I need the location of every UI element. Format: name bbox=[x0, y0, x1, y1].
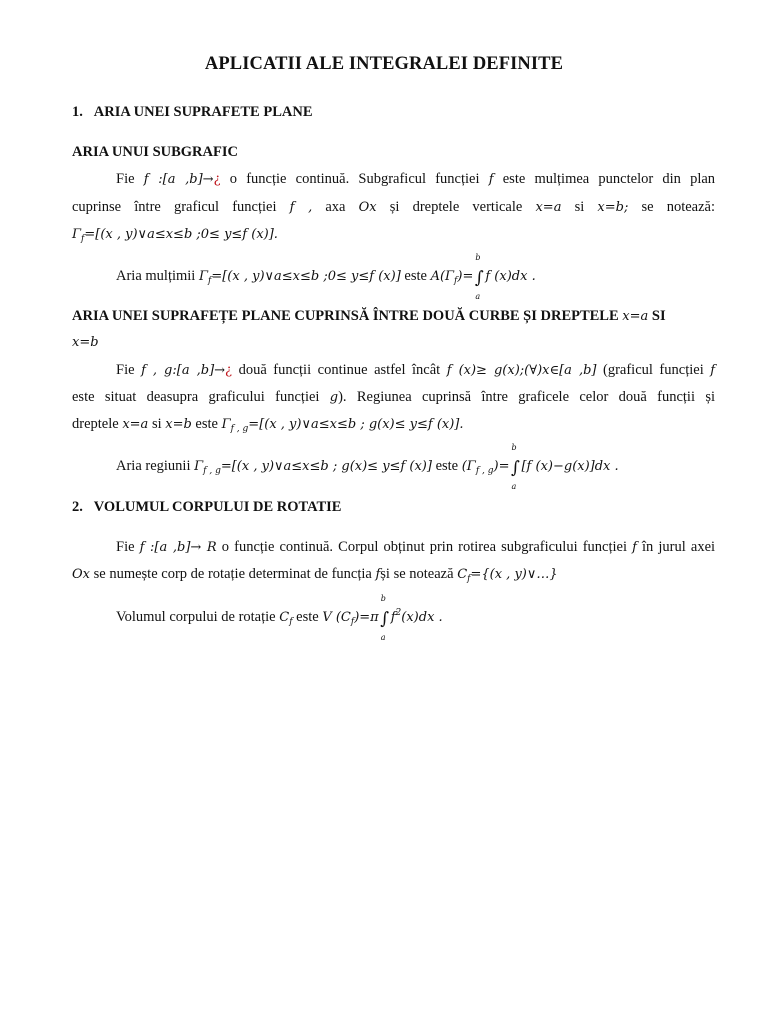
formula: f bbox=[710, 363, 716, 378]
superscript: 2 bbox=[395, 608, 402, 618]
two-curves-area-formula bbox=[116, 443, 715, 491]
text: si bbox=[151, 416, 162, 432]
formula: f bbox=[632, 540, 637, 555]
heading-text: ARIA UNEI SUPRAFEȚE PLANE CUPRINSĂ ÎNTRE DOUĂ CURBE ȘI DREPTELE bbox=[72, 308, 619, 324]
subgrafic-paragraph-line-2 bbox=[72, 199, 715, 216]
formula: =[(x , y)∨a≤x≤b ; g(x)≤ y≤f (x)]. bbox=[248, 417, 464, 432]
formula: f bbox=[488, 172, 494, 187]
integral-sign: ∫ b a bbox=[511, 443, 520, 491]
text: este mulțimea punctelor din plan bbox=[502, 171, 716, 187]
integral-upper-limit: b bbox=[475, 253, 481, 262]
formula: A(Γ bbox=[430, 269, 455, 284]
text: ). Regiunea cuprinsă între graficele celor două funcții și bbox=[338, 389, 715, 405]
formula: [f (x)−g(x)]dx . bbox=[521, 459, 619, 474]
text: în jurul axei bbox=[642, 539, 716, 555]
integral-lower-limit: a bbox=[475, 292, 481, 301]
text: si bbox=[574, 199, 585, 215]
formula: x=b; bbox=[597, 200, 629, 215]
text: Fie bbox=[116, 171, 135, 187]
subsection-two-curves-heading bbox=[72, 308, 715, 325]
subgrafic-area-formula bbox=[116, 253, 715, 301]
text: Aria regiunii bbox=[116, 458, 191, 474]
formula: f bbox=[390, 610, 396, 625]
text: este bbox=[404, 268, 427, 284]
gamma-symbol: Γ bbox=[198, 269, 208, 284]
two-curves-paragraph-line-1 bbox=[116, 362, 715, 379]
text: este bbox=[296, 609, 319, 625]
text: se notează: bbox=[641, 199, 716, 215]
rotation-paragraph-line-1 bbox=[116, 539, 715, 556]
integral-upper-limit: b bbox=[380, 594, 386, 603]
text: o funcție continuă. Subgraficul funcției bbox=[229, 171, 480, 187]
heading-text: SI bbox=[651, 308, 666, 324]
integral-lower-limit: a bbox=[380, 633, 386, 642]
formula: f :[a ,b]→ R bbox=[139, 540, 217, 555]
formula: x=b bbox=[165, 417, 192, 432]
formula: =[(x , y)∨a≤x≤b ;0≤ y≤f (x)] bbox=[211, 269, 401, 284]
subscript: f , g bbox=[475, 466, 494, 476]
integral-lower-limit: a bbox=[511, 482, 517, 491]
subscript: f , g bbox=[230, 424, 249, 434]
formula: f , bbox=[289, 200, 313, 215]
text: cuprinse între graficul funcției bbox=[72, 199, 277, 215]
subscript: f bbox=[454, 276, 458, 286]
formula: C bbox=[279, 610, 290, 625]
text: Aria mulțimii bbox=[116, 268, 196, 284]
formula: f , g:[a ,b]→ bbox=[141, 363, 226, 378]
formula: x=a bbox=[535, 200, 562, 215]
text: se numește corp de rotație determinat de funcția bbox=[93, 566, 372, 582]
subgrafic-paragraph-line-1 bbox=[116, 171, 715, 188]
formula: )= bbox=[493, 459, 510, 474]
text: și se notează bbox=[380, 566, 454, 582]
formula: ={(x , y)∨…} bbox=[470, 567, 558, 582]
rotation-volume-formula bbox=[116, 594, 715, 642]
integral-sign: ∫ b a bbox=[474, 253, 484, 301]
formula: f (x)dx . bbox=[485, 269, 536, 284]
unknown-symbol: ¿ bbox=[213, 172, 221, 187]
gamma-symbol: Γ bbox=[72, 227, 82, 242]
formula: =[(x , y)∨a≤x≤b ; g(x)≤ y≤f (x)] bbox=[220, 459, 432, 474]
subscript: f bbox=[81, 234, 85, 244]
formula: x=a bbox=[122, 417, 149, 432]
subsection-subgrafic-heading: ARIA UNUI SUBGRAFIC bbox=[72, 144, 238, 160]
text: este bbox=[435, 458, 459, 474]
subgrafic-set-definition bbox=[72, 226, 715, 244]
formula: C bbox=[457, 567, 468, 582]
subscript: f , g bbox=[203, 466, 221, 476]
two-curves-paragraph-line-2 bbox=[72, 389, 715, 406]
formula: Ox bbox=[72, 567, 90, 582]
formula: f (x)≥ g(x);(∀)x∈[a ,b] bbox=[446, 363, 597, 378]
text: este bbox=[195, 416, 218, 432]
gamma-symbol: Γ bbox=[194, 459, 204, 474]
formula: (Γ bbox=[461, 459, 476, 474]
formula: Ox bbox=[358, 200, 377, 215]
text: Volumul corpului de rotație bbox=[116, 609, 276, 625]
text: (graficul funcției bbox=[603, 362, 704, 378]
subscript: f bbox=[208, 276, 212, 286]
formula: (x)dx . bbox=[401, 610, 443, 625]
text: și dreptele verticale bbox=[389, 199, 523, 215]
formula: x=b bbox=[72, 335, 99, 350]
subscript: f bbox=[467, 574, 471, 584]
text: axa bbox=[325, 199, 346, 215]
text: Fie bbox=[116, 539, 135, 555]
text: două funcții continue astfel încât bbox=[238, 362, 441, 378]
subsection-two-curves-heading-cont bbox=[72, 334, 715, 351]
document-title: APLICATII ALE INTEGRALEI DEFINITE bbox=[204, 54, 564, 74]
formula: g bbox=[329, 390, 339, 405]
formula: )=π bbox=[354, 610, 379, 625]
subscript: f bbox=[289, 617, 293, 627]
rotation-paragraph-line-2 bbox=[72, 566, 715, 584]
text: este situat deasupra graficului funcției bbox=[72, 389, 320, 405]
formula: V (C bbox=[322, 610, 351, 625]
text: dreptele bbox=[72, 416, 119, 432]
formula: )= bbox=[457, 269, 474, 284]
integral-upper-limit: b bbox=[511, 443, 517, 452]
gamma-symbol: Γ bbox=[221, 417, 231, 432]
formula: f bbox=[375, 567, 381, 582]
subscript: f bbox=[350, 617, 355, 627]
section-1-heading: 1. ARIA UNEI SUPRAFETE PLANE bbox=[72, 104, 313, 120]
formula: f :[a ,b]→ bbox=[143, 172, 214, 187]
formula: =[(x , y)∨a≤x≤b ;0≤ y≤f (x)]. bbox=[84, 227, 278, 242]
formula: x=a bbox=[622, 309, 649, 324]
integral-sign: ∫ b a bbox=[380, 594, 390, 642]
text: o funcție continuă. Corpul obținut prin rotirea subgraficului funcției bbox=[221, 539, 627, 555]
section-2-heading: 2. VOLUMUL CORPULUI DE ROTATIE bbox=[72, 499, 342, 515]
unknown-symbol: ¿ bbox=[225, 363, 233, 378]
two-curves-paragraph-line-3 bbox=[72, 416, 715, 434]
text: Fie bbox=[116, 362, 135, 378]
